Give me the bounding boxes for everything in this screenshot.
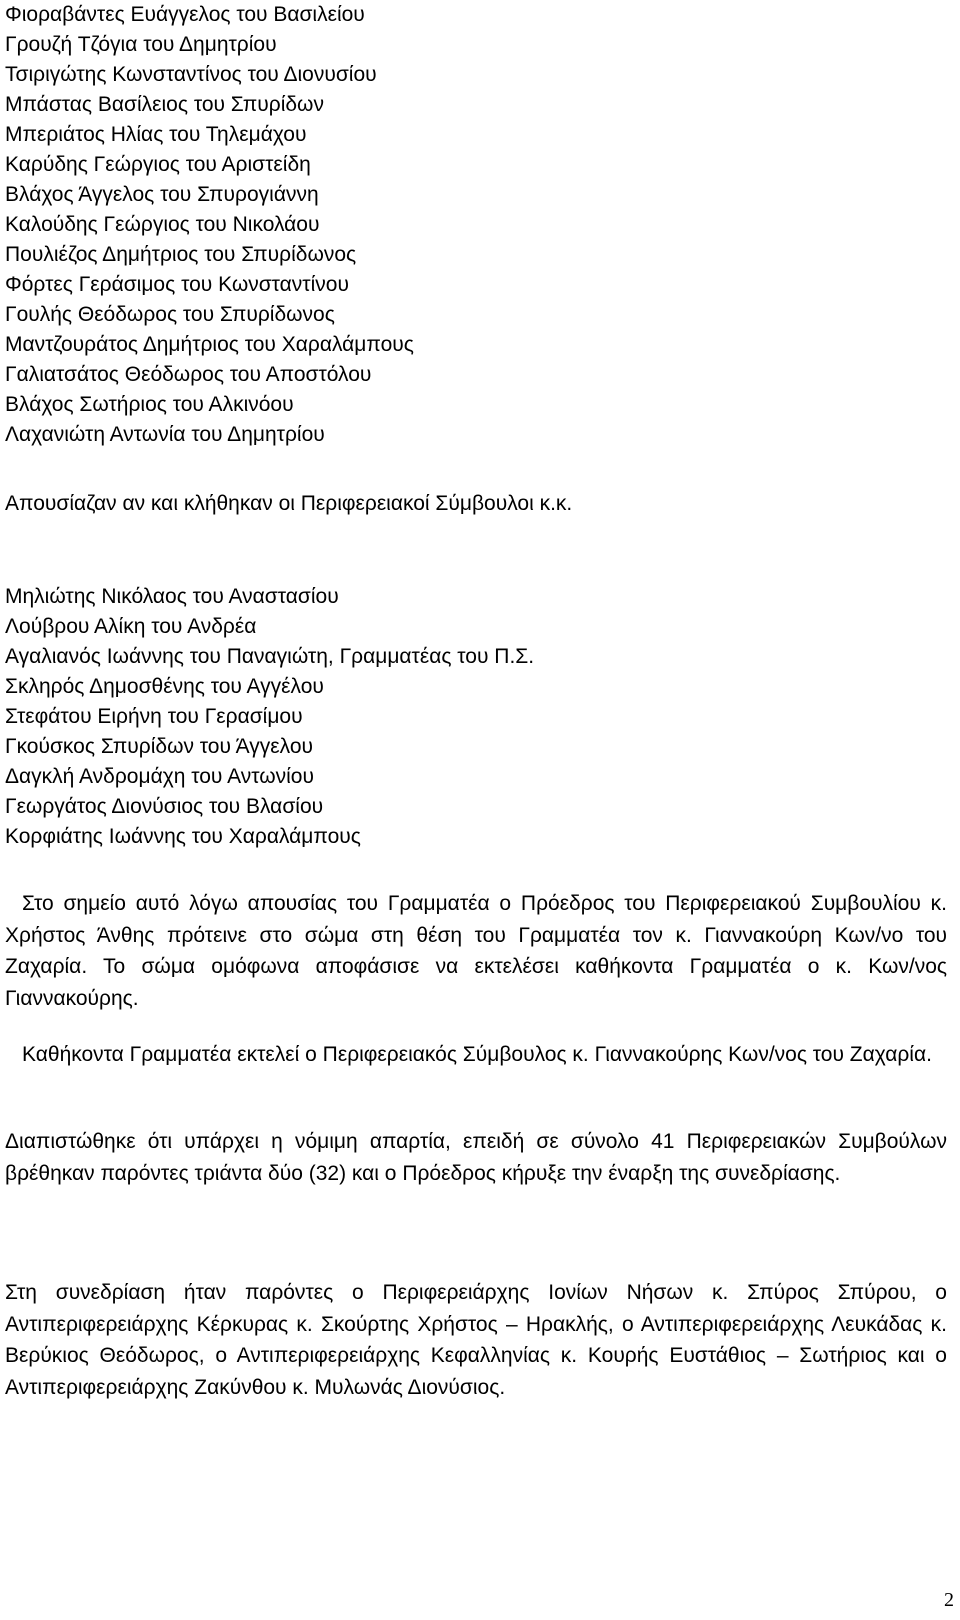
- member-name: Δαγκλή Ανδρομάχη του Αντωνίου: [5, 765, 314, 788]
- member-name: Γουλής Θεόδωρος του Σπυρίδωνος: [5, 303, 335, 326]
- member-name: Μαντζουράτος Δημήτριος του Χαραλάμπους: [5, 333, 414, 356]
- member-name: Γεωργάτος Διονύσιος του Βλασίου: [5, 795, 324, 818]
- member-name: Γκούσκος Σπυρίδων του Άγγελου: [5, 735, 313, 758]
- member-name: Καλούδης Γεώργιος του Νικολάου: [5, 213, 320, 236]
- absent-members-list: [5, 582, 534, 852]
- member-name: Γαλιατσάτος Θεόδωρος του Αποστόλου: [5, 363, 372, 386]
- member-name: Λούβρου Αλίκη του Ανδρέα: [5, 615, 257, 638]
- member-name: Φόρτες Γεράσιμος του Κωνσταντίνου: [5, 273, 349, 296]
- present-members-list: [5, 0, 414, 450]
- member-name: Βλάχος Άγγελος του Σπυρογιάννη: [5, 183, 319, 206]
- member-name: Κορφιάτης Ιωάννης του Χαραλάμπους: [5, 825, 361, 848]
- member-name: Βλάχος Σωτήριος του Αλκινόου: [5, 393, 294, 416]
- member-name: Λαχανιώτη Αντωνία του Δημητρίου: [5, 423, 325, 446]
- attendance-paragraph: Στη συνεδρίαση ήταν παρόντες ο Περιφερειάρχης Ιονίων Νήσων κ. Σπύρος Σπύρου, ο Αντιπεριφερειάρχης Κέρκυρας κ. Σκούρτης Χρήστος – Ηρακλής, ο Αντιπεριφερειάρχης Λευκάδας κ. Βερύκιος Θεόδωρος, ο Αντιπεριφερειάρχης Κεφαλληνίας κ. Κουρής Ευστάθιος – Σωτήριος και ο Αντιπεριφερειάρχης Ζακύνθου κ. Μυλωνάς Διονύσιος.: [5, 1281, 947, 1399]
- member-name: Τσιριγώτης Κωνσταντίνος του Διονυσίου: [5, 63, 377, 86]
- member-name: Μηλιώτης Νικόλαος του Αναστασίου: [5, 585, 339, 608]
- member-name: Στεφάτου Ειρήνη του Γερασίμου: [5, 705, 303, 728]
- member-name: Μπάστας Βασίλειος του Σπυρίδων: [5, 93, 324, 116]
- member-name: Πουλιέζος Δημήτριος του Σπυρίδωνος: [5, 243, 357, 266]
- quorum-paragraph: Διαπιστώθηκε ότι υπάρχει η νόμιμη απαρτία, επειδή σε σύνολο 41 Περιφερειακών Συμβούλων βρέθηκαν παρόντες τριάντα δύο (32) και ο Πρόεδρος κήρυξε την έναρξη της συνεδρίασης.: [5, 1130, 947, 1185]
- member-name: Καρύδης Γεώργιος του Αριστείδη: [5, 153, 311, 176]
- absent-heading: Απουσίαζαν αν και κλήθηκαν οι Περιφερειακοί Σύμβουλοι κ.κ.: [5, 492, 573, 515]
- member-name: Σκληρός Δημοσθένης του Αγγέλου: [5, 675, 324, 698]
- secretary-absence-paragraph: Στο σημείο αυτό λόγω απουσίας του Γραμματέα ο Πρόεδρος του Περιφερειακού Συμβουλίου κ. Χρήστος Άνθης πρότεινε στο σώμα στη θέση του Γραμματέα τον κ. Γιαννακούρη Κων/νο του Ζαχαρία. Το σώμα ομόφωνα αποφάσισε να εκτελέσει καθήκοντα Γραμματέα ο κ. Κων/νος Γιαννακούρης.: [5, 892, 947, 1010]
- member-name: Γρουζή Τζόγια του Δημητρίου: [5, 33, 277, 56]
- member-name: Φιοραβάντες Ευάγγελος του Βασιλείου: [5, 3, 365, 26]
- member-name: Αγαλιανός Ιωάννης του Παναγιώτη, Γραμματέας του Π.Σ.: [5, 645, 535, 668]
- member-name: Μπεριάτος Ηλίας του Τηλεμάχου: [5, 123, 307, 146]
- page-number: 2: [944, 1589, 954, 1611]
- acting-secretary-paragraph: Καθήκοντα Γραμματέα εκτελεί ο Περιφερειακός Σύμβουλος κ. Γιαννακούρης Κων/νος του Ζαχαρία.: [22, 1043, 932, 1066]
